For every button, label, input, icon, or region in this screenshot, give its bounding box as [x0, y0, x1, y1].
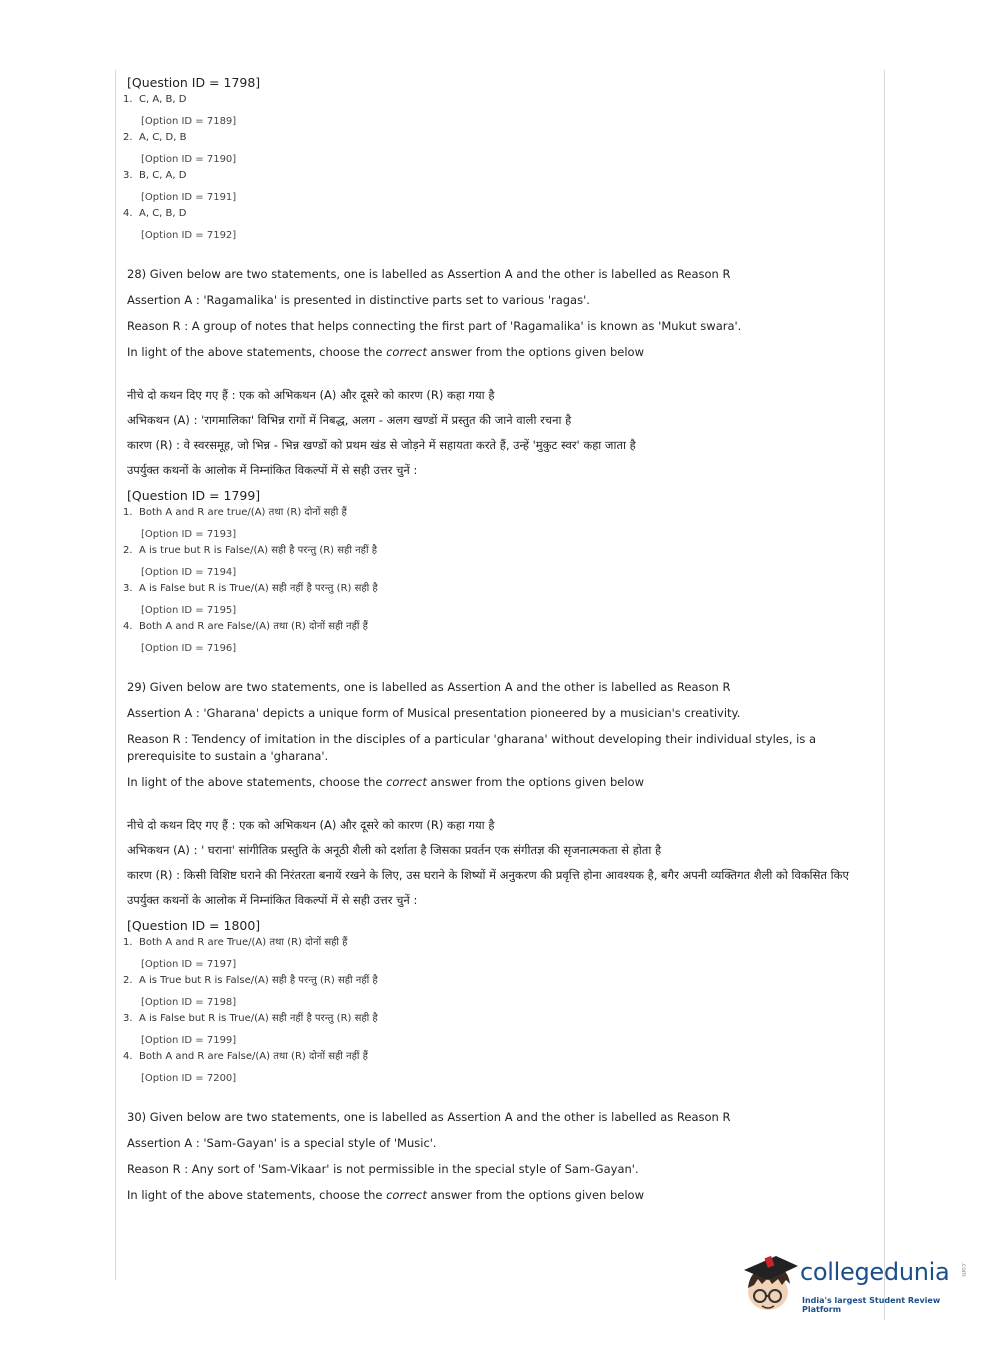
hindi-line: नीचे दो कथन दिए गए हैं : एक को अभिकथन (A) और दूसरे को कारण (R) कहा गया है	[127, 818, 495, 832]
question-30	[127, 1109, 857, 1204]
question-28	[123, 266, 857, 657]
assertion: Assertion A : 'Sam-Gayan' is a special style of 'Music'.	[127, 1136, 437, 1150]
question-id: [Question ID = 1799]	[127, 488, 261, 503]
option-text: Both A and R are true/(A) तथा (R) दोनों सही हैं	[139, 507, 347, 518]
option-3[interactable]: 3. A is False but R is True/(A) सही नहीं है परन्तु (R) सही है	[123, 1013, 378, 1024]
option-text: A is False but R is True/(A) सही नहीं है परन्तु (R) सही है	[139, 1013, 378, 1024]
option-text: A is True but R is False/(A) सही है परन्तु (R) सही नहीं है	[139, 975, 378, 986]
option-text: B, C, A, D	[139, 170, 187, 181]
option-3[interactable]: 3. B, C, A, D	[123, 170, 187, 181]
option-text: A is False but R is True/(A) सही नहीं है परन्तु (R) सही है	[139, 583, 378, 594]
question-heading: 29) Given below are two statements, one is labelled as Assertion A and the other is labelled as Reason R	[127, 680, 731, 694]
question-paper-content	[123, 74, 857, 1204]
question-27-tail	[123, 74, 857, 244]
hindi-line: उपर्युक्त कथनों के आलोक में निम्नांकित विकल्पों में से सही उत्तर चुनें :	[127, 893, 418, 907]
option-id: [Option ID = 7200]	[141, 1073, 237, 1084]
option-id: [Option ID = 7192]	[141, 230, 237, 241]
collegedunia-logo[interactable]	[742, 1252, 972, 1316]
option-4[interactable]: 4. Both A and R are False/(A) तथा (R) दोनों सही नहीं हैं	[123, 621, 368, 632]
option-text: Both A and R are False/(A) तथा (R) दोनों सही नहीं हैं	[139, 621, 368, 632]
option-4[interactable]: 4. Both A and R are False/(A) तथा (R) दोनों सही नहीं हैं	[123, 1051, 368, 1062]
question-id: [Question ID = 1800]	[127, 918, 261, 933]
option-1[interactable]: 1. C, A, B, D	[123, 94, 187, 105]
option-3[interactable]: 3. A is False but R is True/(A) सही नहीं है परन्तु (R) सही है	[123, 583, 378, 594]
assertion: Assertion A : 'Gharana' depicts a unique form of Musical presentation pioneered by a musician's creativity.	[127, 706, 741, 720]
reason: Reason R : A group of notes that helps connecting the first part of 'Ragamalika' is known as 'Mukut swara'.	[127, 319, 742, 333]
option-id: [Option ID = 7194]	[141, 567, 237, 578]
option-1[interactable]: 1. Both A and R are True/(A) तथा (R) दोनों सही हैं	[123, 937, 348, 948]
option-1[interactable]: 1. Both A and R are true/(A) तथा (R) दोनों सही हैं	[123, 507, 347, 518]
option-text: A, C, B, D	[139, 208, 187, 219]
hindi-line: उपर्युक्त कथनों के आलोक में निम्नांकित विकल्पों में से सही उत्तर चुनें :	[127, 463, 418, 477]
logo-com-text: .com	[960, 1262, 967, 1277]
hindi-line: अभिकथन (A) : ' घराना' सांगीतिक प्रस्तुति के अनूठी शैली को दर्शाता है जिसका प्रवर्तन एक संगीतज्ञ की सृजनात्मकता से होता है	[127, 843, 662, 857]
hindi-line: अभिकथन (A) : 'रागमालिका' विभिन्न रागों में निबद्ध, अलग - अलग खण्डों में प्रस्तुत की जाने वाली रचना है	[127, 413, 572, 427]
question-heading: 28) Given below are two statements, one is labelled as Assertion A and the other is labelled as Reason R	[127, 267, 731, 281]
right-margin-line	[884, 70, 885, 1320]
option-id: [Option ID = 7199]	[141, 1035, 237, 1046]
option-text: A, C, D, B	[139, 132, 187, 143]
question-heading: 30) Given below are two statements, one is labelled as Assertion A and the other is labelled as Reason R	[127, 1110, 731, 1124]
assertion: Assertion A : 'Ragamalika' is presented in distinctive parts set to various 'ragas'.	[127, 293, 590, 307]
hindi-line: नीचे दो कथन दिए गए हैं : एक को अभिकथन (A) और दूसरे को कारण (R) कहा गया है	[127, 388, 495, 402]
instruction: In light of the above statements, choose the correct answer from the options given below	[127, 345, 644, 359]
option-id: [Option ID = 7191]	[141, 192, 237, 203]
option-id: [Option ID = 7190]	[141, 154, 237, 165]
hindi-line: कारण (R) : किसी विशिष्ट घराने की निरंतरता बनायें रखने के लिए, उस घराने के शिष्यों में अनुकरण की प्रवृत्ति होना आवश्यक है, बगैर अपनी व्यक्तिगत शैली को विकसित किए	[127, 868, 849, 882]
option-4[interactable]: 4. A, C, B, D	[123, 208, 187, 219]
option-id: [Option ID = 7195]	[141, 605, 237, 616]
option-id: [Option ID = 7189]	[141, 116, 237, 127]
option-2[interactable]: 2. A is True but R is False/(A) सही है परन्तु (R) सही नहीं है	[123, 975, 378, 986]
question-id: [Question ID = 1798]	[127, 75, 261, 90]
logo-brand-text: collegedunia	[800, 1258, 950, 1286]
mascot-icon	[742, 1252, 800, 1314]
reason: Reason R : Any sort of 'Sam-Vikaar' is not permissible in the special style of Sam-Gayan'.	[127, 1162, 639, 1176]
option-id: [Option ID = 7198]	[141, 997, 237, 1008]
reason: Reason R : Tendency of imitation in the disciples of a particular 'gharana' without developing their individual styles, is a prerequisite to sustain a 'gharana'.	[127, 732, 817, 763]
option-id: [Option ID = 7196]	[141, 643, 237, 654]
question-29	[123, 679, 857, 1087]
option-text: A is true but R is False/(A) सही है परन्तु (R) सही नहीं है	[139, 545, 378, 556]
option-2[interactable]: 2. A is true but R is False/(A) सही है परन्तु (R) सही नहीं है	[123, 545, 378, 556]
left-margin-line	[115, 70, 116, 1280]
option-id: [Option ID = 7197]	[141, 959, 237, 970]
option-id: [Option ID = 7193]	[141, 529, 237, 540]
logo-tagline: India's largest Student Review Platform	[802, 1296, 941, 1314]
hindi-line: कारण (R) : वे स्वरसमूह, जो भिन्न - भिन्न खण्डों को प्रथम खंड से जोड़ने में सहायता करते हैं, उन्हें 'मुकुट स्वर' कहा जाता है	[127, 438, 636, 452]
option-text: C, A, B, D	[139, 94, 187, 105]
option-text: Both A and R are True/(A) तथा (R) दोनों सही हैं	[139, 937, 348, 948]
instruction: In light of the above statements, choose the correct answer from the options given below	[127, 1188, 644, 1202]
option-text: Both A and R are False/(A) तथा (R) दोनों सही नहीं हैं	[139, 1051, 368, 1062]
instruction: In light of the above statements, choose the correct answer from the options given below	[127, 775, 644, 789]
option-2[interactable]: 2. A, C, D, B	[123, 132, 187, 143]
